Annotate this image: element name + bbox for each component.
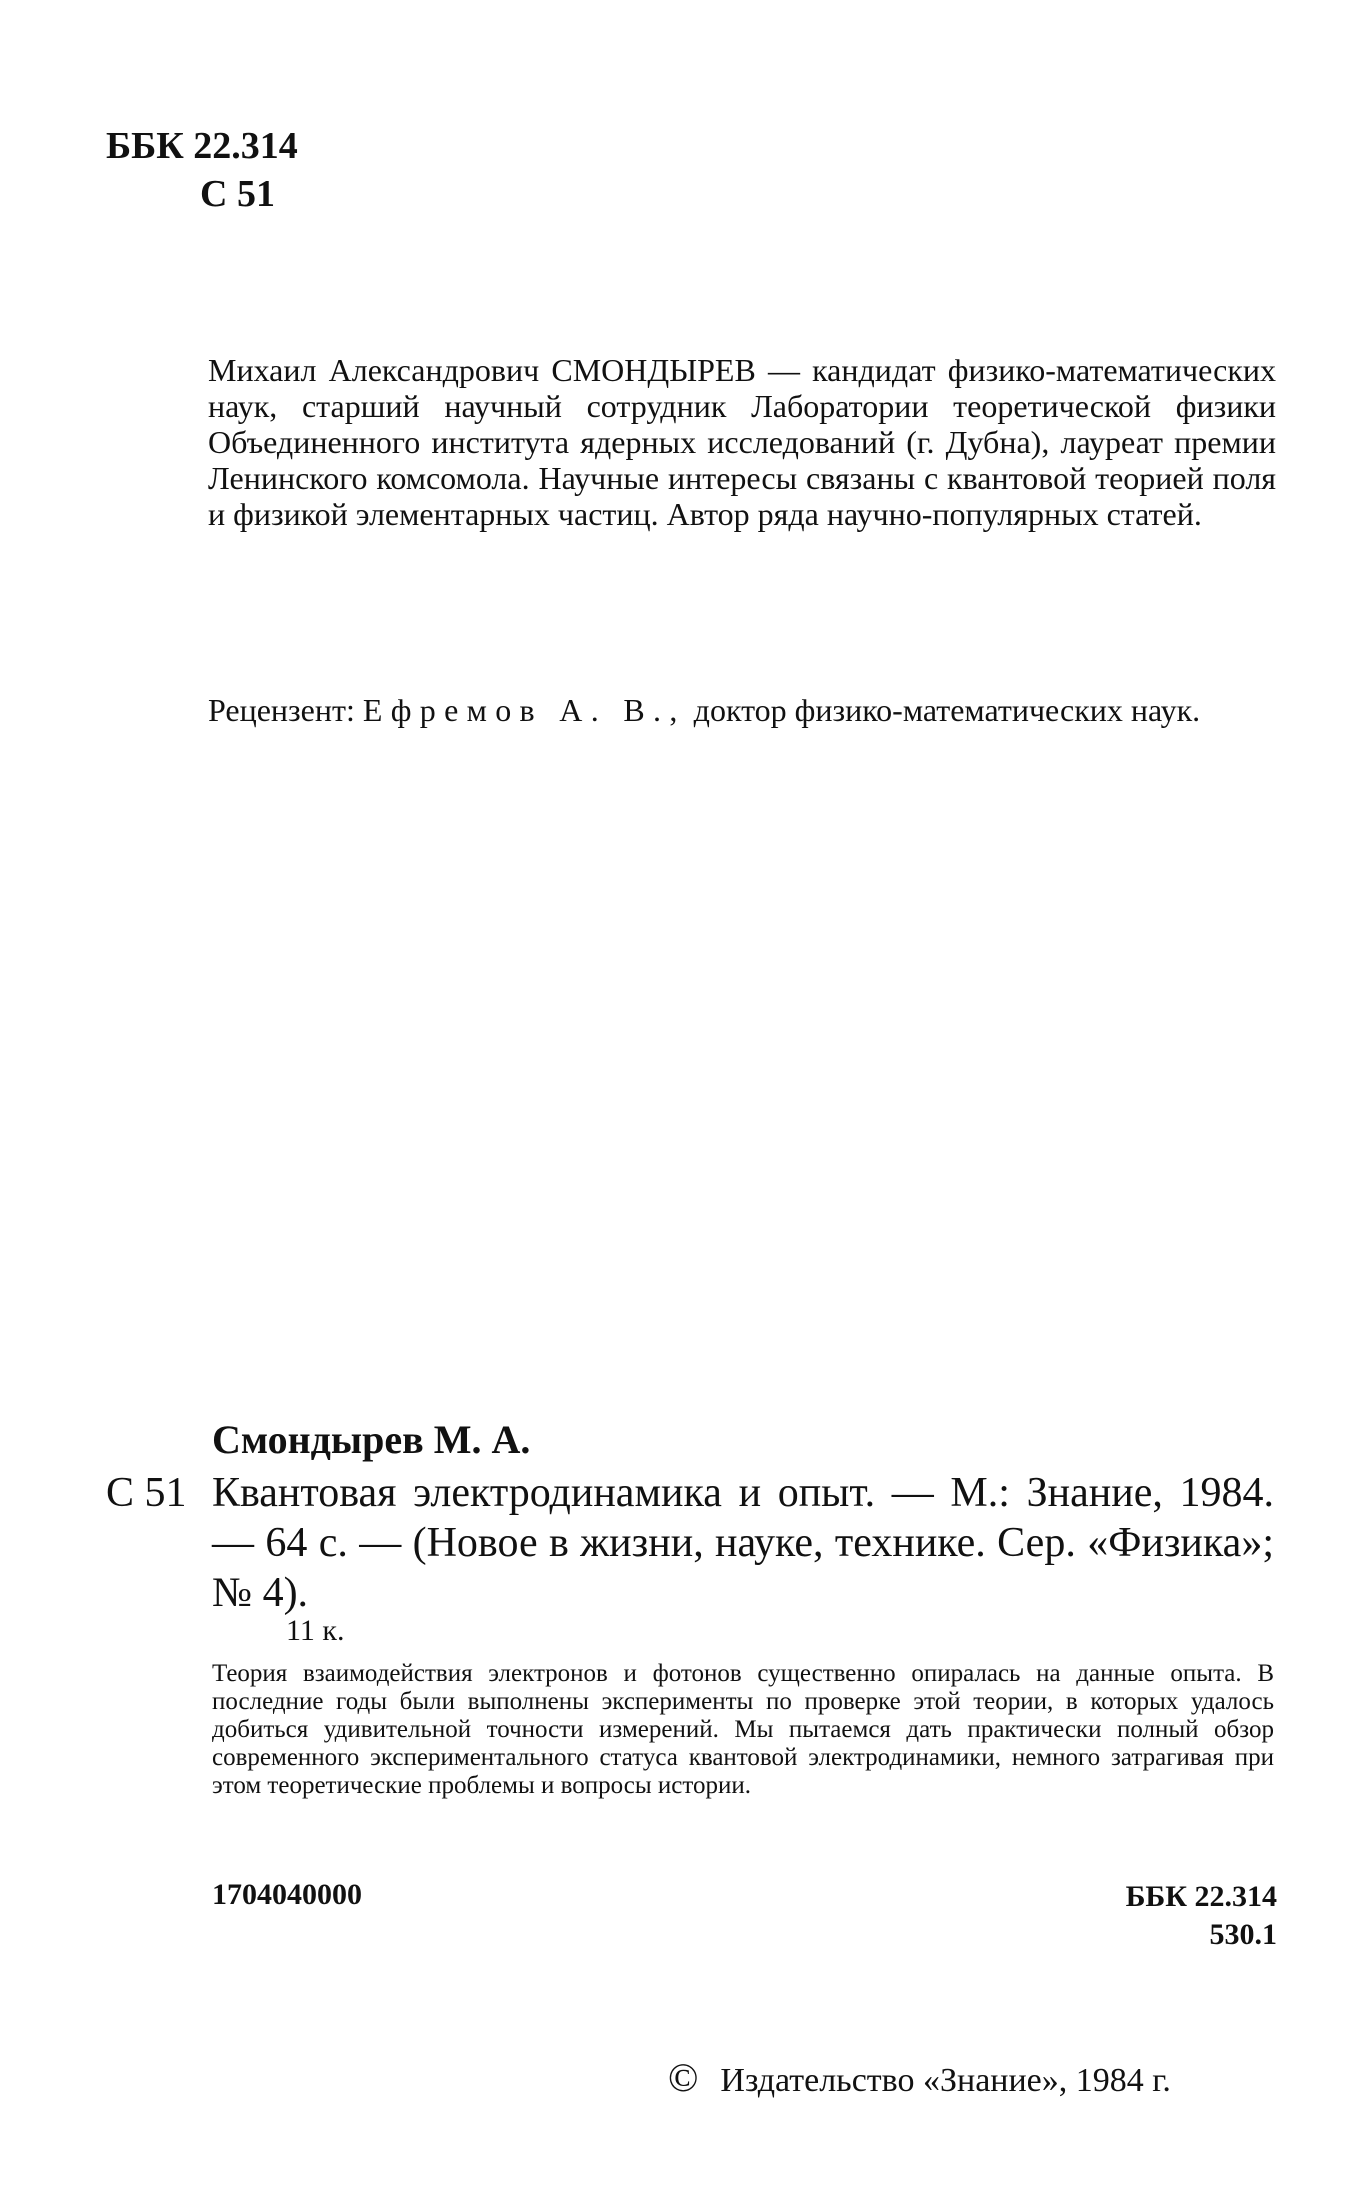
- author-mark-code: С 51: [200, 173, 275, 215]
- copyright-line: [668, 2054, 1171, 2101]
- publication-number: 1704040000: [212, 1878, 362, 1911]
- reviewer-name: Ефремов А. В.,: [362, 692, 686, 728]
- price: 11 к.: [286, 1614, 345, 1647]
- bbk-code: ББК 22.314: [106, 125, 298, 167]
- udc-code: 530.1: [1209, 1918, 1277, 1951]
- reviewer-label: Рецензент:: [208, 692, 355, 728]
- copyright-icon: ©: [668, 2055, 699, 2100]
- bbk-footer-code: ББК 22.314: [1125, 1880, 1277, 1913]
- reviewer-title: доктор физико-математических наук.: [693, 692, 1201, 728]
- bbk-footer: [1126, 1878, 1277, 1954]
- bbk-header: [106, 122, 298, 218]
- annotation: Теория взаимодействия электронов и фотонов существенно опиралась на данные опыта. В последние годы были выполнены эксперименты по проверке этой теории, в которых удалось добиться удивительной точности измерений. Мы пытаемся дать практически полный обзор современного экспериментального статуса квантовой электродинамики, немного затрагивая при этом теоретические проблемы и вопросы истории.: [212, 1660, 1274, 1799]
- biblio-code: С 51: [106, 1470, 187, 1516]
- biblio-description: Квантовая электродинамика и опыт. — М.: Знание, 1984. — 64 с. — (Новое в жизни, науке, технике. Сер. «Физика»; № 4).: [212, 1470, 1274, 1616]
- copyright-text: Издательство «Знание», 1984 г.: [720, 2062, 1171, 2099]
- author-bio: Михаил Александрович СМОНДЫРЕВ — кандидат физико-математических наук, старший научный сотрудник Лаборатории теоретической физики Объединенного института ядерных исследований (г. Дубна), лауреат премии Ленинского комсомола. Научные интересы связаны с квантовой теорией поля и физикой элементарных частиц. Автор ряда научно-популярных статей.: [208, 352, 1276, 532]
- biblio-author: Смондырев М. А.: [212, 1417, 531, 1462]
- reviewer-line: [208, 692, 1276, 728]
